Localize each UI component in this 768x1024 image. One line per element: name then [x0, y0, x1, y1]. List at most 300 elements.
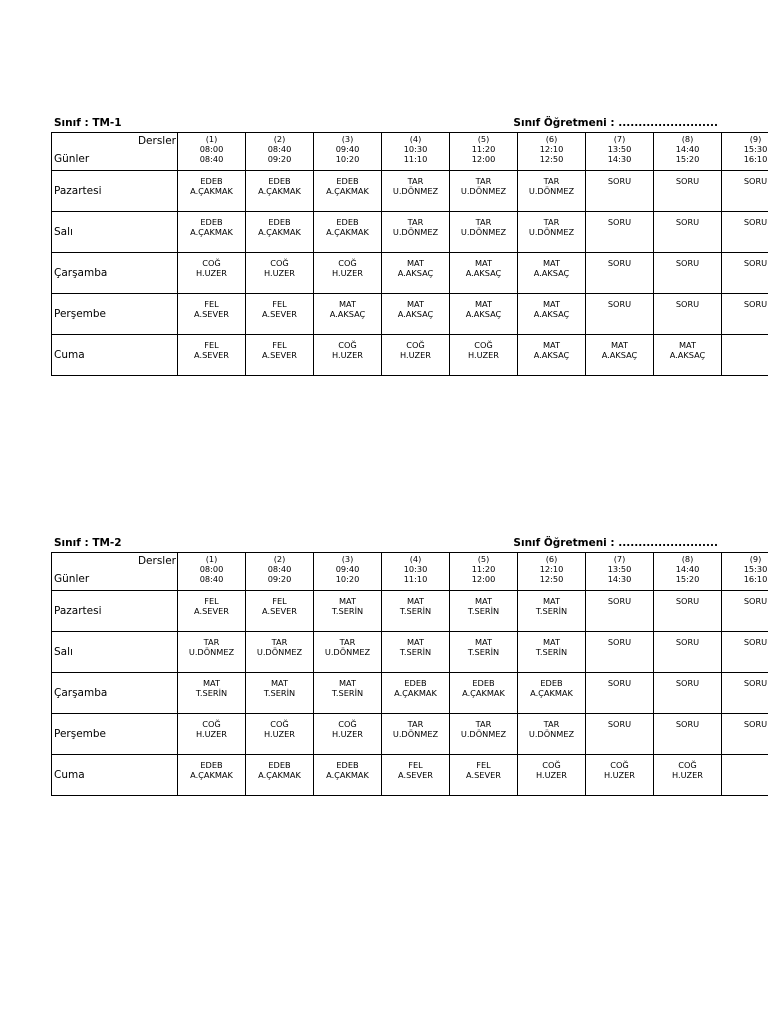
lesson-cell	[518, 673, 586, 714]
lesson-teacher: U.DÖNMEZ	[460, 729, 507, 739]
lesson-subject: EDEB	[336, 176, 359, 186]
lesson-subject: COĞ	[270, 719, 289, 729]
lesson-teacher: H.UZER	[196, 268, 227, 278]
lesson-subject: FEL	[204, 340, 219, 350]
lesson-cell	[722, 714, 768, 755]
lesson-cell	[518, 171, 586, 212]
lesson-cell	[518, 755, 586, 796]
period-end: 09:20	[267, 574, 292, 584]
lesson-cell	[722, 755, 768, 796]
period-no: (3)	[341, 554, 354, 564]
lesson-teacher: U.DÖNMEZ	[324, 647, 371, 657]
lesson-cell	[450, 335, 518, 376]
period-header-row	[52, 133, 768, 171]
lesson-subject: EDEB	[336, 760, 359, 770]
lesson-subject: MAT	[406, 258, 425, 268]
lesson-subject: FEL	[204, 299, 219, 309]
period-header-cell	[654, 133, 722, 171]
lesson-subject: MAT	[542, 596, 561, 606]
lesson-subject: FEL	[272, 340, 287, 350]
lesson-teacher: A.ÇAKMAK	[258, 227, 301, 237]
timetable	[51, 552, 768, 796]
lesson-cell	[722, 335, 768, 376]
lesson-teacher: A.SEVER	[262, 350, 297, 360]
lesson-cell	[178, 591, 246, 632]
period-end: 11:10	[403, 574, 428, 584]
lesson-cell	[246, 591, 314, 632]
period-end: 10:20	[335, 574, 360, 584]
lesson-cell	[314, 632, 382, 673]
lesson-teacher: T.SERİN	[535, 606, 568, 616]
period-no: (4)	[409, 134, 422, 144]
lesson-cell	[178, 714, 246, 755]
lesson-cell	[382, 335, 450, 376]
lesson-subject: MAT	[678, 340, 697, 350]
lesson-cell	[450, 294, 518, 335]
day-name: Pazartesi	[52, 171, 178, 212]
lesson-cell	[382, 591, 450, 632]
lesson-cell	[246, 294, 314, 335]
period-start: 11:20	[471, 564, 496, 574]
period-header-cell	[518, 133, 586, 171]
period-header-row	[52, 553, 768, 591]
lesson-teacher: U.DÖNMEZ	[528, 729, 575, 739]
period-end: 14:30	[607, 154, 632, 164]
lesson-cell	[246, 673, 314, 714]
day-name: Perşembe	[52, 294, 178, 335]
period-header-cell	[246, 553, 314, 591]
lesson-subject: EDEB	[404, 678, 427, 688]
lesson-teacher: A.SEVER	[262, 309, 297, 319]
lesson-cell	[722, 591, 768, 632]
lesson-cell	[314, 591, 382, 632]
day-row	[52, 755, 768, 796]
lesson-teacher: T.SERİN	[331, 688, 364, 698]
period-end: 12:50	[539, 154, 564, 164]
day-name: Cuma	[52, 335, 178, 376]
lesson-teacher: A.AKSAÇ	[465, 268, 502, 278]
lesson-cell	[382, 755, 450, 796]
schedule-tm-2	[51, 537, 768, 796]
corner-cell	[52, 553, 178, 591]
lesson-cell	[586, 673, 654, 714]
period-no: (1)	[205, 134, 218, 144]
lesson-cell	[654, 673, 722, 714]
period-header-cell	[722, 133, 768, 171]
period-start: 11:20	[471, 144, 496, 154]
lesson-cell	[314, 335, 382, 376]
lesson-subject: SORU	[675, 596, 700, 606]
lesson-teacher: T.SERİN	[399, 647, 432, 657]
lesson-cell	[654, 591, 722, 632]
lesson-teacher: A.ÇAKMAK	[394, 688, 437, 698]
lesson-subject: TAR	[543, 176, 560, 186]
period-start: 08:00	[199, 144, 224, 154]
lesson-subject: COĞ	[406, 340, 425, 350]
lesson-cell	[722, 632, 768, 673]
lesson-teacher: A.ÇAKMAK	[326, 227, 369, 237]
lesson-teacher: A.ÇAKMAK	[462, 688, 505, 698]
lesson-teacher: A.SEVER	[398, 770, 433, 780]
lesson-subject: EDEB	[200, 176, 223, 186]
lesson-cell	[450, 632, 518, 673]
period-header-cell	[178, 553, 246, 591]
lesson-subject: MAT	[338, 299, 357, 309]
lesson-cell	[654, 632, 722, 673]
lesson-subject: TAR	[475, 217, 492, 227]
day-name: Cuma	[52, 755, 178, 796]
lesson-teacher: A.ÇAKMAK	[326, 770, 369, 780]
class-label: Sınıf : TM-2	[54, 537, 122, 549]
lesson-teacher: A.AKSAÇ	[329, 309, 366, 319]
period-header-cell	[450, 553, 518, 591]
lesson-cell	[518, 253, 586, 294]
lesson-cell	[314, 714, 382, 755]
lesson-teacher: T.SERİN	[467, 606, 500, 616]
period-no: (2)	[273, 134, 286, 144]
period-start: 14:40	[675, 144, 700, 154]
lesson-subject: EDEB	[540, 678, 563, 688]
lesson-cell	[382, 673, 450, 714]
lesson-cell	[314, 212, 382, 253]
period-header-cell	[654, 553, 722, 591]
lesson-subject: MAT	[270, 678, 289, 688]
day-row	[52, 171, 768, 212]
lesson-cell	[382, 171, 450, 212]
lesson-teacher: A.AKSAÇ	[533, 268, 570, 278]
period-start: 15:30	[743, 564, 768, 574]
period-no: (4)	[409, 554, 422, 564]
class-teacher-label: Sınıf Öğretmeni : .........................	[513, 537, 718, 549]
lesson-cell	[518, 212, 586, 253]
lesson-teacher: A.ÇAKMAK	[530, 688, 573, 698]
period-header-cell	[450, 133, 518, 171]
lesson-cell	[450, 591, 518, 632]
lesson-subject: EDEB	[472, 678, 495, 688]
lesson-teacher: H.UZER	[196, 729, 227, 739]
lesson-subject: FEL	[272, 596, 287, 606]
lesson-teacher: A.ÇAKMAK	[190, 186, 233, 196]
lesson-cell	[586, 632, 654, 673]
lesson-subject: TAR	[271, 637, 288, 647]
lesson-subject: MAT	[406, 596, 425, 606]
day-row	[52, 212, 768, 253]
lesson-cell	[314, 171, 382, 212]
lesson-subject: TAR	[543, 719, 560, 729]
lesson-teacher: T.SERİN	[399, 606, 432, 616]
lesson-subject: SORU	[743, 217, 768, 227]
lesson-cell	[654, 335, 722, 376]
lesson-teacher: A.SEVER	[194, 350, 229, 360]
lesson-teacher: H.UZER	[264, 268, 295, 278]
lesson-cell	[314, 673, 382, 714]
lesson-cell	[246, 253, 314, 294]
gunler-label: Günler	[54, 153, 90, 165]
lesson-subject: SORU	[743, 299, 768, 309]
lesson-subject: COĞ	[542, 760, 561, 770]
day-row	[52, 591, 768, 632]
lesson-cell	[450, 253, 518, 294]
lesson-teacher: A.AKSAÇ	[397, 309, 434, 319]
lesson-subject: COĞ	[202, 258, 221, 268]
day-name: Çarşamba	[52, 253, 178, 294]
day-row	[52, 632, 768, 673]
lesson-cell	[722, 253, 768, 294]
lesson-subject: MAT	[406, 637, 425, 647]
lesson-teacher: A.AKSAÇ	[533, 309, 570, 319]
lesson-cell	[178, 212, 246, 253]
lesson-subject: EDEB	[268, 760, 291, 770]
period-start: 08:40	[267, 144, 292, 154]
lesson-cell	[518, 335, 586, 376]
lesson-subject: MAT	[338, 596, 357, 606]
lesson-teacher: H.UZER	[536, 770, 567, 780]
lesson-teacher: H.UZER	[332, 268, 363, 278]
lesson-subject: COĞ	[270, 258, 289, 268]
period-start: 09:40	[335, 144, 360, 154]
lesson-subject: SORU	[743, 176, 768, 186]
lesson-cell	[178, 294, 246, 335]
lesson-cell	[586, 294, 654, 335]
lesson-subject: MAT	[474, 637, 493, 647]
lesson-subject: SORU	[607, 299, 632, 309]
lesson-subject: TAR	[339, 637, 356, 647]
lesson-subject: SORU	[607, 176, 632, 186]
period-header-cell	[178, 133, 246, 171]
lesson-subject: SORU	[675, 678, 700, 688]
period-end: 16:10	[743, 574, 768, 584]
lesson-subject: FEL	[476, 760, 491, 770]
lesson-teacher: U.DÖNMEZ	[188, 647, 235, 657]
lesson-subject: SORU	[607, 258, 632, 268]
lesson-subject: MAT	[338, 678, 357, 688]
lesson-subject: FEL	[408, 760, 423, 770]
lesson-cell	[654, 253, 722, 294]
period-no: (8)	[681, 134, 694, 144]
lesson-teacher: T.SERİN	[535, 647, 568, 657]
period-start: 12:10	[539, 144, 564, 154]
lesson-subject: MAT	[542, 340, 561, 350]
lesson-teacher: A.AKSAÇ	[669, 350, 706, 360]
lesson-teacher: H.UZER	[604, 770, 635, 780]
lesson-cell	[722, 294, 768, 335]
lesson-teacher: H.UZER	[332, 729, 363, 739]
lesson-cell	[178, 632, 246, 673]
lesson-teacher: U.DÖNMEZ	[256, 647, 303, 657]
lesson-subject: EDEB	[336, 217, 359, 227]
lesson-cell	[654, 714, 722, 755]
lesson-subject: SORU	[743, 258, 768, 268]
lesson-subject: MAT	[610, 340, 629, 350]
lesson-teacher: A.ÇAKMAK	[190, 770, 233, 780]
period-no: (2)	[273, 554, 286, 564]
lesson-subject: MAT	[474, 299, 493, 309]
lesson-teacher: H.UZER	[468, 350, 499, 360]
period-no: (9)	[749, 134, 762, 144]
lesson-cell	[654, 212, 722, 253]
lesson-cell	[450, 171, 518, 212]
period-no: (6)	[545, 134, 558, 144]
class-label: Sınıf : TM-1	[54, 117, 122, 129]
lesson-cell	[314, 755, 382, 796]
period-no: (7)	[613, 554, 626, 564]
lesson-cell	[246, 755, 314, 796]
lesson-cell	[178, 253, 246, 294]
lesson-subject: FEL	[204, 596, 219, 606]
lesson-teacher: A.ÇAKMAK	[190, 227, 233, 237]
period-no: (5)	[477, 554, 490, 564]
period-header-cell	[586, 553, 654, 591]
lesson-teacher: T.SERİN	[263, 688, 296, 698]
period-start: 15:30	[743, 144, 768, 154]
day-name: Çarşamba	[52, 673, 178, 714]
period-end: 12:00	[471, 154, 496, 164]
period-start: 10:30	[403, 144, 428, 154]
lesson-teacher: T.SERİN	[467, 647, 500, 657]
corner-cell	[52, 133, 178, 171]
timetable	[51, 132, 768, 376]
lesson-subject: EDEB	[268, 217, 291, 227]
period-header-cell	[246, 133, 314, 171]
lesson-subject: EDEB	[200, 760, 223, 770]
lesson-teacher: A.ÇAKMAK	[326, 186, 369, 196]
period-no: (7)	[613, 134, 626, 144]
lesson-cell	[518, 632, 586, 673]
lesson-teacher: A.AKSAÇ	[397, 268, 434, 278]
lesson-teacher: A.AKSAÇ	[465, 309, 502, 319]
lesson-teacher: A.SEVER	[194, 606, 229, 616]
lesson-teacher: A.SEVER	[194, 309, 229, 319]
period-end: 08:40	[199, 154, 224, 164]
lesson-cell	[654, 755, 722, 796]
lesson-cell	[382, 294, 450, 335]
lesson-cell	[382, 212, 450, 253]
day-row	[52, 253, 768, 294]
lesson-cell	[518, 294, 586, 335]
period-header-cell	[382, 553, 450, 591]
lesson-teacher: A.AKSAÇ	[533, 350, 570, 360]
lesson-cell	[722, 212, 768, 253]
lesson-teacher: U.DÖNMEZ	[460, 227, 507, 237]
lesson-cell	[586, 335, 654, 376]
lesson-cell	[586, 755, 654, 796]
lesson-cell	[382, 253, 450, 294]
dersler-label: Dersler	[137, 135, 176, 147]
lesson-cell	[586, 253, 654, 294]
lesson-teacher: T.SERİN	[331, 606, 364, 616]
lesson-subject: TAR	[407, 217, 424, 227]
period-header-cell	[518, 553, 586, 591]
lesson-subject: SORU	[675, 217, 700, 227]
lesson-cell	[314, 253, 382, 294]
lesson-subject: MAT	[542, 637, 561, 647]
lesson-cell	[722, 673, 768, 714]
lesson-teacher: A.SEVER	[262, 606, 297, 616]
lesson-cell	[246, 171, 314, 212]
lesson-cell	[586, 714, 654, 755]
lesson-subject: COĞ	[202, 719, 221, 729]
lesson-subject: SORU	[607, 217, 632, 227]
lesson-cell	[586, 212, 654, 253]
lesson-cell	[178, 673, 246, 714]
schedule-tm-1	[51, 117, 768, 376]
lesson-subject: TAR	[475, 176, 492, 186]
lesson-subject: TAR	[407, 719, 424, 729]
lesson-subject: SORU	[607, 637, 632, 647]
lesson-subject: MAT	[406, 299, 425, 309]
period-header-cell	[382, 133, 450, 171]
period-end: 15:20	[675, 574, 700, 584]
lesson-subject: TAR	[407, 176, 424, 186]
lesson-subject: TAR	[203, 637, 220, 647]
lesson-teacher: A.ÇAKMAK	[258, 186, 301, 196]
lesson-subject: MAT	[202, 678, 221, 688]
lesson-subject: EDEB	[200, 217, 223, 227]
lesson-subject: SORU	[607, 678, 632, 688]
lesson-teacher: U.DÖNMEZ	[528, 227, 575, 237]
lesson-cell	[586, 171, 654, 212]
period-no: (9)	[749, 554, 762, 564]
day-row	[52, 335, 768, 376]
lesson-cell	[450, 714, 518, 755]
period-no: (3)	[341, 134, 354, 144]
dersler-label: Dersler	[137, 555, 176, 567]
lesson-subject: EDEB	[268, 176, 291, 186]
lesson-subject: COĞ	[338, 258, 357, 268]
lesson-cell	[178, 171, 246, 212]
lesson-cell	[722, 171, 768, 212]
lesson-subject: SORU	[675, 258, 700, 268]
lesson-teacher: H.UZER	[264, 729, 295, 739]
lesson-subject: SORU	[675, 176, 700, 186]
lesson-teacher: U.DÖNMEZ	[392, 227, 439, 237]
period-start: 10:30	[403, 564, 428, 574]
lesson-subject: MAT	[542, 258, 561, 268]
period-start: 13:50	[607, 564, 632, 574]
period-start: 12:10	[539, 564, 564, 574]
lesson-cell	[178, 755, 246, 796]
lesson-subject: SORU	[675, 299, 700, 309]
period-end: 11:10	[403, 154, 428, 164]
period-start: 14:40	[675, 564, 700, 574]
lesson-subject: TAR	[543, 217, 560, 227]
lesson-teacher: U.DÖNMEZ	[460, 186, 507, 196]
period-no: (8)	[681, 554, 694, 564]
lesson-subject: COĞ	[338, 719, 357, 729]
period-header-cell	[586, 133, 654, 171]
period-no: (6)	[545, 554, 558, 564]
lesson-cell	[654, 294, 722, 335]
lesson-cell	[246, 335, 314, 376]
period-end: 10:20	[335, 154, 360, 164]
lesson-subject: COĞ	[474, 340, 493, 350]
period-end: 12:00	[471, 574, 496, 584]
lesson-subject: MAT	[542, 299, 561, 309]
lesson-subject: SORU	[743, 596, 768, 606]
lesson-teacher: T.SERİN	[195, 688, 228, 698]
lesson-cell	[450, 755, 518, 796]
lesson-cell	[246, 212, 314, 253]
lesson-cell	[382, 714, 450, 755]
period-start: 08:40	[267, 564, 292, 574]
day-row	[52, 673, 768, 714]
lesson-subject: TAR	[475, 719, 492, 729]
lesson-subject: SORU	[607, 596, 632, 606]
lesson-cell	[246, 632, 314, 673]
period-start: 09:40	[335, 564, 360, 574]
period-header-cell	[314, 553, 382, 591]
lesson-cell	[518, 714, 586, 755]
